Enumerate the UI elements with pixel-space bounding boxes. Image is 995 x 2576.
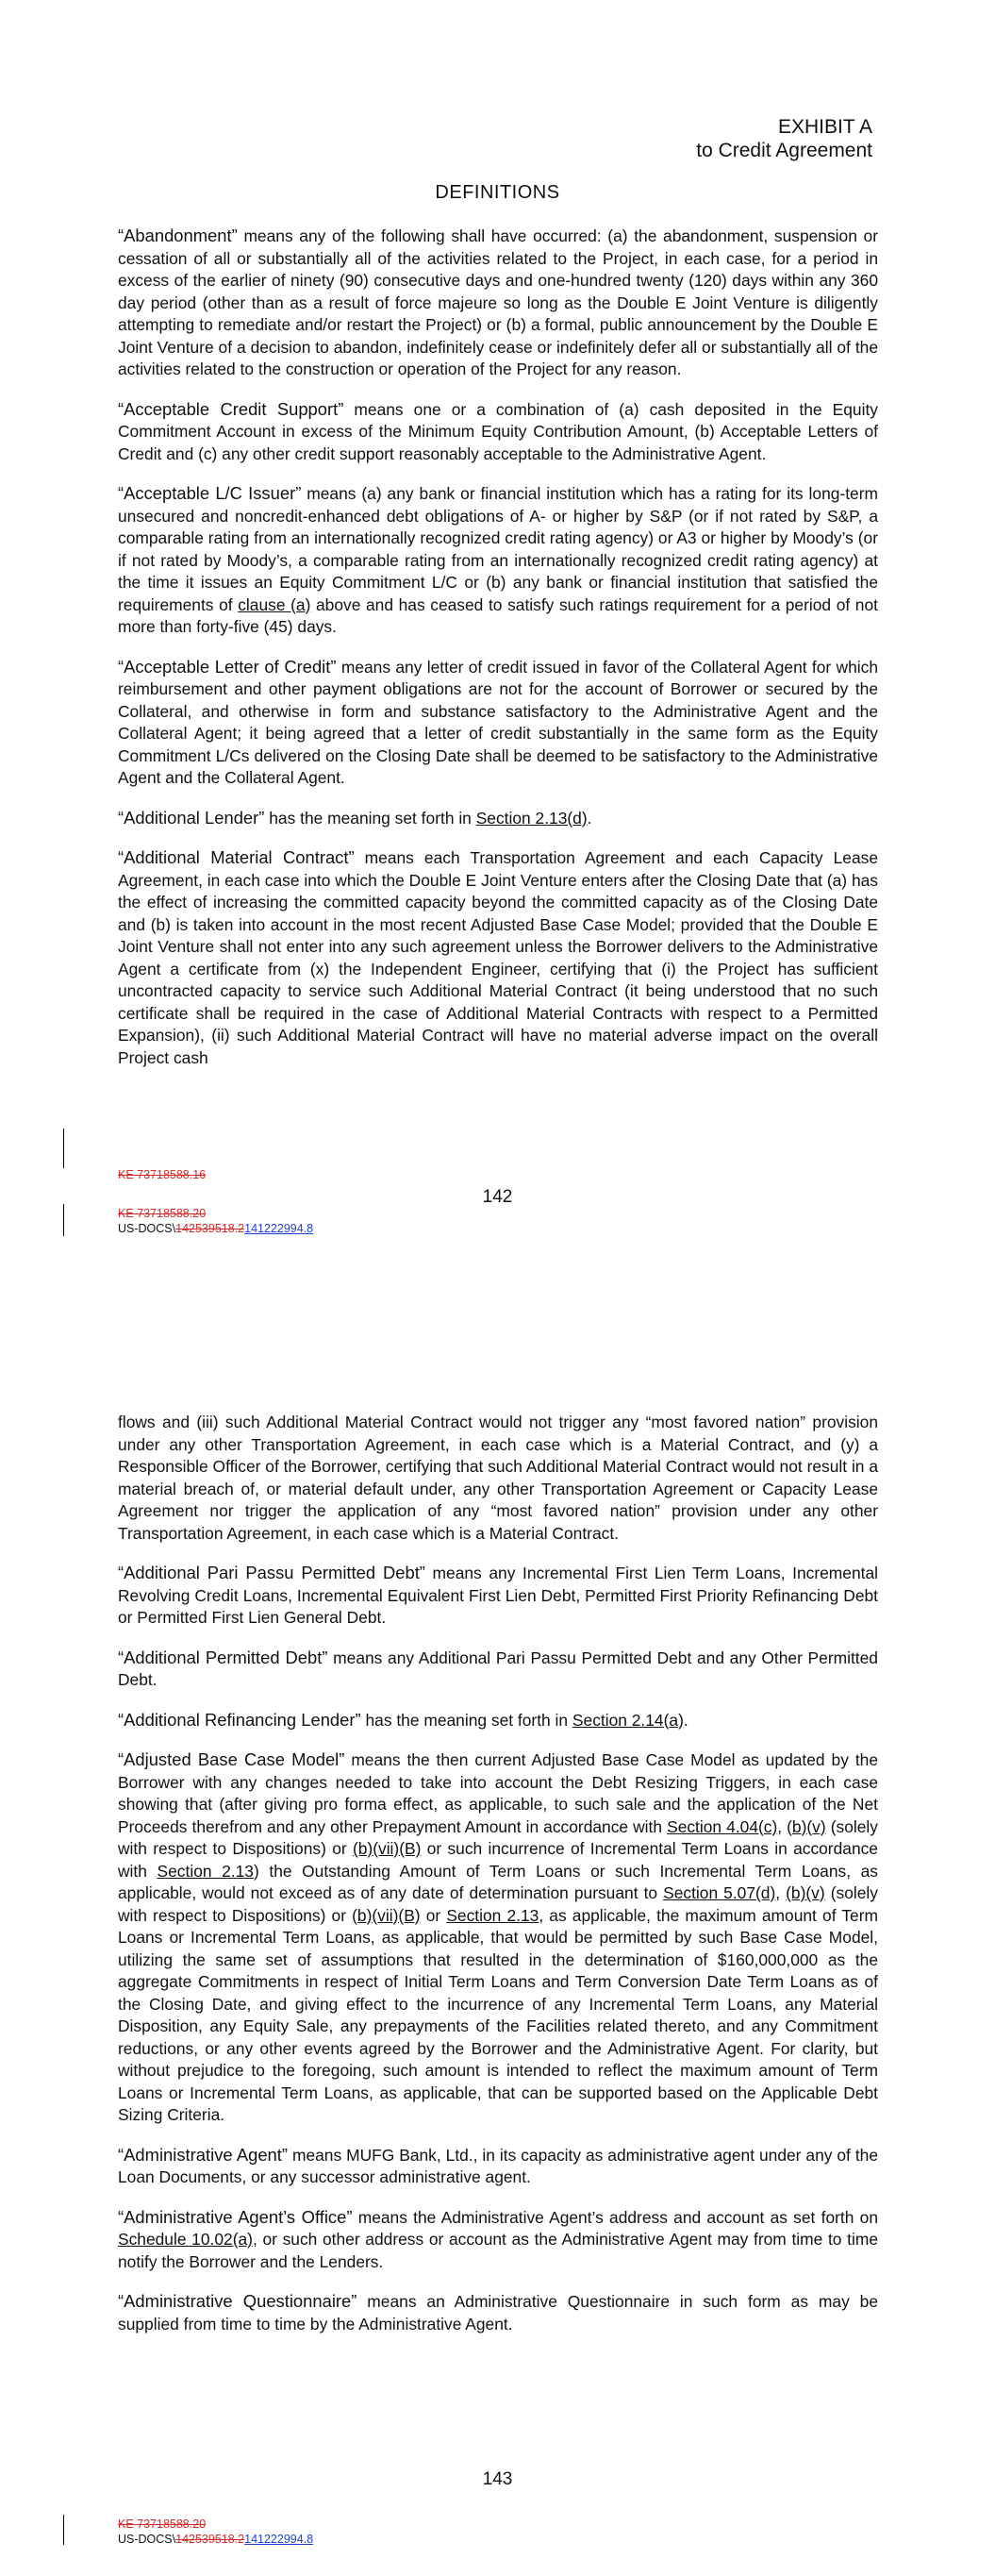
footer-us-old: 142539518.2 [175, 2533, 245, 2546]
definition-additional-refinancing-lender [118, 1709, 878, 1732]
defined-term: “Additional Lender” [118, 807, 265, 828]
definition-administrative-agent [118, 2144, 878, 2189]
definition-text: has the meaning set forth in [264, 808, 476, 828]
defined-term: “Acceptable Letter of Credit” [118, 656, 337, 677]
definition-continuation [118, 1412, 878, 1545]
defined-term: “Administrative Agent’s Office” [118, 2206, 353, 2227]
definition-text: means any Additional Pari Passu Permitted Debt and any Other Permitted Debt. [118, 1648, 878, 1689]
definition-text: means any of the following shall have occurred: (a) the abandonment, suspension or cessation of all or substantially all of the activities related to the Project, in each case, for a period in excess of the earlier of ninety (90) consecutive days and one-hundred twenty (120) days within any 360 day period (other than as a result of force majeure so long as the Double E Joint Venture is diligently attempting to remediate and/or restart the Project) or (b) a formal, public announcement by the Double E Joint Venture of a decision to abandon, indefinitely cease or indefinitely defer all or substantially all of the activities related to the construction or operation of the Project for any reason. [118, 226, 878, 378]
cross-reference-link[interactable]: (b)(v) [787, 1816, 826, 1836]
footer-us-prefix: US-DOCS\ [118, 1222, 176, 1235]
page-title: DEFINITIONS [435, 182, 560, 203]
definition-text: means the Administrative Agent’s address and account as set forth on [352, 2207, 878, 2227]
definition-text: means the then current Adjusted Base Case Model as updated by the Borrower with any changes needed to take into account the Debt Resizing Triggers, in each case showing that (after giving pro forma effect, as applicable, to such sale and the application of the Net Proceeds therefrom and any other Prepayment Amount in accordance with [118, 1750, 878, 1836]
exhibit-label: EXHIBIT A [778, 116, 872, 138]
page-number: 142 [482, 1187, 513, 1207]
cross-reference-link[interactable]: (b)(vii)(B) [352, 1905, 421, 1925]
footer-us-new: 141222994.8 [244, 1222, 314, 1235]
definition-acceptable-letter-of-credit [118, 656, 878, 790]
footer-us-docs [118, 1221, 313, 1236]
cross-reference-link[interactable]: Section 2.13(d) [475, 808, 588, 828]
definition-text: or [420, 1905, 447, 1925]
definition-text: means any letter of credit issued in favor of the Collateral Agent for which reimbursement and other payment obligations are not for the account of Borrower or secured by the Collateral, and otherwise in form and substance satisfactory to the Administrative Agent and the Collateral Agent; it being agreed that a letter of credit substantially in the same form as the Equity Commitment L/Cs delivered on the Closing Date shall be deemed to be satisfactory to the Administrative Agent and the Collateral Agent. [118, 657, 878, 787]
defined-term: “Administrative Agent” [118, 2144, 289, 2165]
definition-additional-permitted-debt [118, 1647, 878, 1692]
definition-text: means MUFG Bank, Ltd., in its capacity as administrative agent under any of the Loan Documents, or any successor administrative agent. [118, 2145, 878, 2186]
cross-reference-link[interactable]: clause (a) [238, 594, 311, 614]
footer-us-new: 141222994.8 [244, 2533, 314, 2546]
cross-reference-link[interactable]: (b)(v) [786, 1883, 825, 1902]
definition-text: , [775, 1883, 787, 1902]
definition-text: (solely with respect to Dispositions) or [118, 1816, 878, 1858]
definition-administrative-agents-office [118, 2206, 878, 2274]
defined-term: “Abandonment” [118, 226, 238, 245]
page-142 [0, 0, 995, 1264]
exhibit-header [696, 115, 872, 162]
defined-term: “Additional Refinancing Lender” [118, 1709, 361, 1730]
definitions-body [118, 225, 878, 1086]
cross-reference-link[interactable]: Section 2.13 [446, 1905, 539, 1925]
defined-term: “Additional Material Contract” [118, 847, 355, 867]
footer-deleted-id: KE 73718588.16 [118, 1168, 207, 1181]
footer-ke-id: KE 73718588.20 [118, 1207, 207, 1220]
definition-abandonment [118, 225, 878, 381]
cross-reference-link[interactable]: Section 5.07(d) [663, 1883, 776, 1902]
definition-acceptable-lc-issuer [118, 482, 878, 639]
definition-text: means any Incremental First Lien Term Loans, Incremental Revolving Credit Loans, Incremental Equivalent First Lien Debt, Permitted First Priority Refinancing Debt or Permitted First Lien General Debt. [118, 1564, 878, 1627]
definitions-body [118, 1412, 878, 2352]
page-143 [0, 1264, 995, 2576]
cross-reference-link[interactable]: Section 2.13 [157, 1861, 254, 1881]
defined-term: “Administrative Questionnaire” [118, 2291, 357, 2311]
defined-term: “Adjusted Base Case Model” [118, 1749, 345, 1769]
defined-term: “Acceptable Credit Support” [118, 398, 344, 419]
definition-adjusted-base-case-model [118, 1748, 878, 2127]
cross-reference-link[interactable]: (b)(vii)(B) [352, 1839, 422, 1858]
page-number: 143 [482, 2469, 513, 2489]
footer-us-docs [118, 2532, 313, 2547]
cross-reference-link[interactable]: Section 2.14(a) [572, 1710, 684, 1730]
definition-administrative-questionnaire [118, 2290, 878, 2335]
definition-text: means an Administrative Questionnaire in such form as may be supplied from time to time by the Administrative Agent. [118, 2292, 879, 2333]
definition-text: above and has ceased to satisfy such ratings requirement for a period of not more than forty-five (45) days. [118, 594, 878, 636]
definition-text: . [683, 1710, 688, 1730]
definition-text: means one or a combination of (a) cash deposited in the Equity Commitment Account in excess of the Minimum Equity Contribution Amount, (b) Acceptable Letters of Credit and (c) any other credit support reasonably acceptable to the Administrative Agent. [118, 399, 878, 463]
definition-text: means each Transportation Agreement and each Capacity Lease Agreement, in each case into which the Double E Joint Venture enters after the Closing Date that (a) has the effect of increasing the committed capacity beyond the committed capacity as of the Closing Date and (b) is taken into account in the most recent Adjusted Base Case Model; provided that the Double E Joint Venture shall not enter into any such agreement unless the Borrower delivers to the Administrative Agent a certificate from (x) the Independent Engineer, certifying that (i) the Project has sufficient uncontracted capacity to service such Additional Material Contract (it being understood that no such certificate shall be required in the case of Additional Material Contracts with respect to a Permitted Expansion), (ii) such Additional Material Contract will have no material adverse impact on the overall Project cash [118, 848, 878, 1067]
definition-text: or such incurrence of Incremental Term Loans in accordance with [118, 1839, 878, 1881]
footer-us-old: 142539518.2 [175, 1222, 245, 1235]
definition-text: (solely with respect to Dispositions) or [118, 1883, 878, 1925]
footer-ids [118, 1206, 313, 1236]
definition-text: , [777, 1816, 788, 1836]
definition-additional-lender [118, 807, 878, 830]
definition-acceptable-credit-support [118, 398, 878, 466]
definition-text: , or such other address or account as the Administrative Agent may from time to time notify the Borrower and the Lenders. [118, 2230, 879, 2271]
exhibit-sublabel: to Credit Agreement [696, 140, 872, 161]
definition-additional-material-contract [118, 846, 878, 1069]
definition-text: has the meaning set forth in [360, 1710, 572, 1730]
defined-term: “Additional Permitted Debt” [118, 1647, 328, 1667]
cross-reference-link[interactable]: Section 4.04(c) [667, 1816, 778, 1836]
cross-reference-link[interactable]: Schedule 10.02(a) [118, 2230, 253, 2249]
change-bar [63, 2515, 64, 2545]
defined-term: “Additional Pari Passu Permitted Debt” [118, 1563, 425, 1582]
definition-additional-pari-passu-permitted-debt [118, 1562, 878, 1630]
definition-text: means (a) any bank or financial institution which has a rating for its long-term unsecured and noncredit-enhanced debt obligations of A- or higher by S&P (or if not rated by S&P, a comparable rating from an internationally recognized credit rating agency) or A3 or higher by Moody’s (or if not rated by Moody’s, a comparable rating from an internationally recognized credit rating agency) at the time it issues an Equity Commitment L/C or (b) any bank or financial institution that satisfied the requirements of [118, 484, 878, 614]
definition-text: ) the Outstanding Amount of Term Loans or such Incremental Term Loans, as applicable, would not exceed as of any date of determination pursuant to [118, 1861, 879, 1902]
footer-ke-id: KE 73718588.20 [118, 2517, 207, 2531]
defined-term: “Acceptable L/C Issuer” [118, 483, 302, 503]
change-bar [63, 1204, 64, 1236]
footer-us-prefix: US-DOCS\ [118, 2533, 176, 2546]
change-bar [63, 1129, 64, 1168]
footer-ids [118, 2517, 313, 2547]
definition-text: , as applicable, the maximum amount of Term Loans or Incremental Term Loans, as applicable, that would be permitted by such Base Case Model, utilizing the same set of assumptions that resulted in the determination of $160,000,000 as the aggregate Commitments in respect of Initial Term Loans and Term Conversion Date Term Loans as of the Closing Date, and giving effect to the incurrence of any Incremental Term Loans, any Material Disposition, any Equity Sale, any prepayments of the Facilities related thereto, and any Commitment reductions, or any other events agreed by the Borrower and the Administrative Agent. For clarity, but without prejudice to the foregoing, such amount is intended to reflect the maximum amount of Term Loans or Incremental Term Loans, as applicable, that can be supported based on the Applicable Debt Sizing Criteria. [118, 1905, 878, 2124]
definition-text: flows and (iii) such Additional Material Contract would not trigger any “most favored nation” provision under any other Transportation Agreement, in each case which is a Material Contract, and (y) a Responsible Officer of the Borrower, certifying that such Additional Material Contract would not result in a material breach of, or material default under, any other Transportation Agreement or Capacity Lease Agreement nor trigger the application of any “most favored nation” provision under any other Transportation Agreement, in each case which is a Material Contract. [118, 1413, 878, 1543]
definition-text: . [587, 808, 592, 828]
